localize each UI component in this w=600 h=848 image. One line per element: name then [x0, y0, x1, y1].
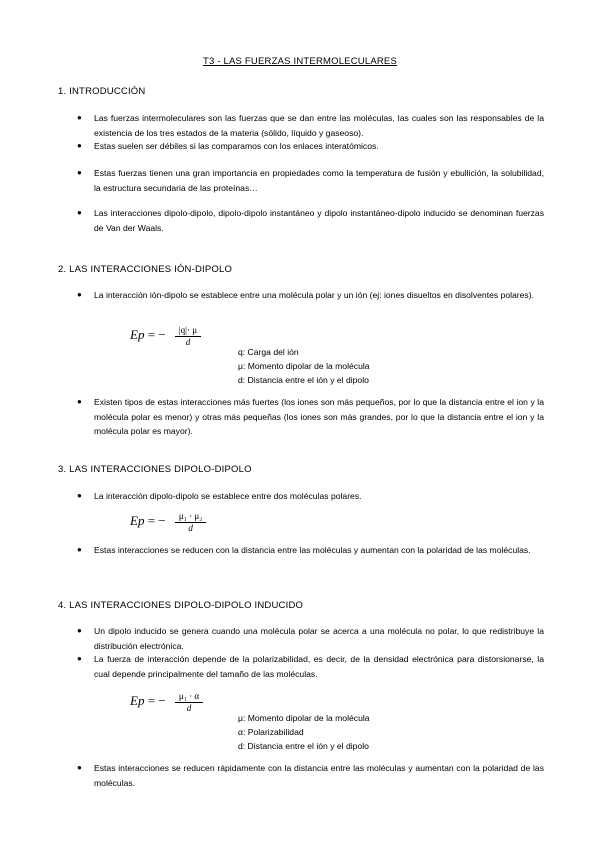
- formula-ion-dipole: [130, 324, 201, 348]
- list-item: ● Existen tipos de estas interacciones más fuertes (los iones son más pequeños, por lo que la distancia entre el ion y la molécula polar es menor) y otras más pequeñas (los iones son más grandes, por lo que la distancia entre el ion y la molécula polar es mayor).: [77, 397, 544, 436]
- list-item: ● La interacción ión-dipolo se establece entre una molécula polar y un ión (ej: iones disueltos en disolventes polares).: [80, 288, 544, 303]
- bullet-icon: ●: [77, 141, 82, 150]
- formula-equals: = −: [147, 692, 166, 708]
- formula-lhs: Ep: [130, 692, 145, 708]
- formula-legend: [238, 345, 370, 387]
- formula-equals: = −: [147, 512, 166, 528]
- formula-denominator: d: [185, 337, 191, 347]
- bullet-icon: ●: [77, 397, 82, 406]
- list-item: ● Estas suelen ser débiles si las comparamos con los enlaces interatómicos.: [80, 139, 544, 154]
- bullet-icon: ●: [77, 290, 82, 299]
- bullet-icon: ●: [77, 545, 82, 554]
- list-item: ● Las interacciones dipolo-dipolo, dipolo-dipolo instantáneo y dipolo instantáneo-dipolo inducido se denominan fuerzas de Van der Waals.: [77, 208, 544, 233]
- formula-fraction: [175, 324, 201, 348]
- section-heading: 4. LAS INTERACCIONES DIPOLO-DIPOLO INDUCIDO: [58, 600, 304, 611]
- formula-dipole-induced: [130, 690, 203, 714]
- legend-item: μ: Momento dipolar de la molécula: [238, 713, 370, 723]
- formula-fraction: [175, 510, 206, 534]
- bullet-icon: ●: [77, 763, 82, 772]
- list-item: ● La interacción dipolo-dipolo se establece entre dos moléculas polares.: [80, 489, 544, 504]
- formula-denominator: d: [188, 523, 193, 533]
- formula-numerator: μ₁ · α: [175, 690, 203, 703]
- legend-item: q: Carga del ión: [238, 347, 299, 357]
- list-item: ● Las fuerzas intermoleculares son las fuerzas que se dan entre las moléculas, las cuales son las responsables de la existencia de los tres estados de la materia (sólido, líquido y gaseoso).: [77, 113, 544, 138]
- formula-fraction: [175, 690, 203, 714]
- legend-item: d: Distancia entre el ión y el dipolo: [238, 375, 369, 385]
- legend-item: α: Polarizabilidad: [238, 727, 304, 737]
- formula-equals: = −: [147, 326, 166, 342]
- page-title: T3 - LAS FUERZAS INTERMOLECULARES: [203, 56, 397, 67]
- section-heading: 2. LAS INTERACCIONES IÓN-DIPOLO: [58, 264, 233, 275]
- bullet-icon: ●: [77, 113, 82, 122]
- list-item: ● La fuerza de interacción depende de la polarizabilidad, es decir, de la densidad electrónica para distorsionarse, la cual depende principalmente del tamaño de las moléculas.: [77, 654, 544, 679]
- bullet-icon: ●: [77, 626, 82, 635]
- bullet-icon: ●: [77, 491, 82, 500]
- list-item: ● Estas interacciones se reducen con la distancia entre las moléculas y aumentan con la polaridad de las moléculas.: [80, 543, 544, 558]
- bullet-icon: ●: [77, 168, 82, 177]
- formula-legend: [238, 711, 370, 753]
- formula-numerator: |q|· μ: [175, 324, 201, 337]
- legend-item: μ: Momento dipolar de la molécula: [238, 361, 370, 371]
- bullet-icon: ●: [77, 208, 82, 217]
- formula-dipole-dipole: [130, 510, 206, 534]
- list-item: ● Un dipolo inducido se genera cuando una molécula polar se acerca a una molécula no polar, lo que redistribuye la distribución electrónica.: [77, 626, 544, 651]
- formula-lhs: Ep: [130, 326, 145, 342]
- formula-lhs: Ep: [130, 512, 145, 528]
- legend-item: d: Distancia entre el ión y el dipolo: [238, 741, 369, 751]
- section-heading: 1. INTRODUCCIÓN: [58, 86, 146, 97]
- section-heading: 3. LAS INTERACCIONES DIPOLO-DIPOLO: [58, 464, 252, 475]
- list-item: ● Estas fuerzas tienen una gran importancia en propiedades como la temperatura de fusión y ebullición, la solubilidad, la estructura secundaria de las proteínas…: [77, 168, 544, 193]
- list-item: ● Estas interacciones se reducen rápidamente con la distancia entre las moléculas y aumentan con la polaridad de las moléculas.: [77, 763, 544, 788]
- formula-denominator: d: [186, 703, 192, 713]
- formula-numerator: μ₁ · μ₂: [175, 510, 206, 523]
- bullet-icon: ●: [77, 654, 82, 663]
